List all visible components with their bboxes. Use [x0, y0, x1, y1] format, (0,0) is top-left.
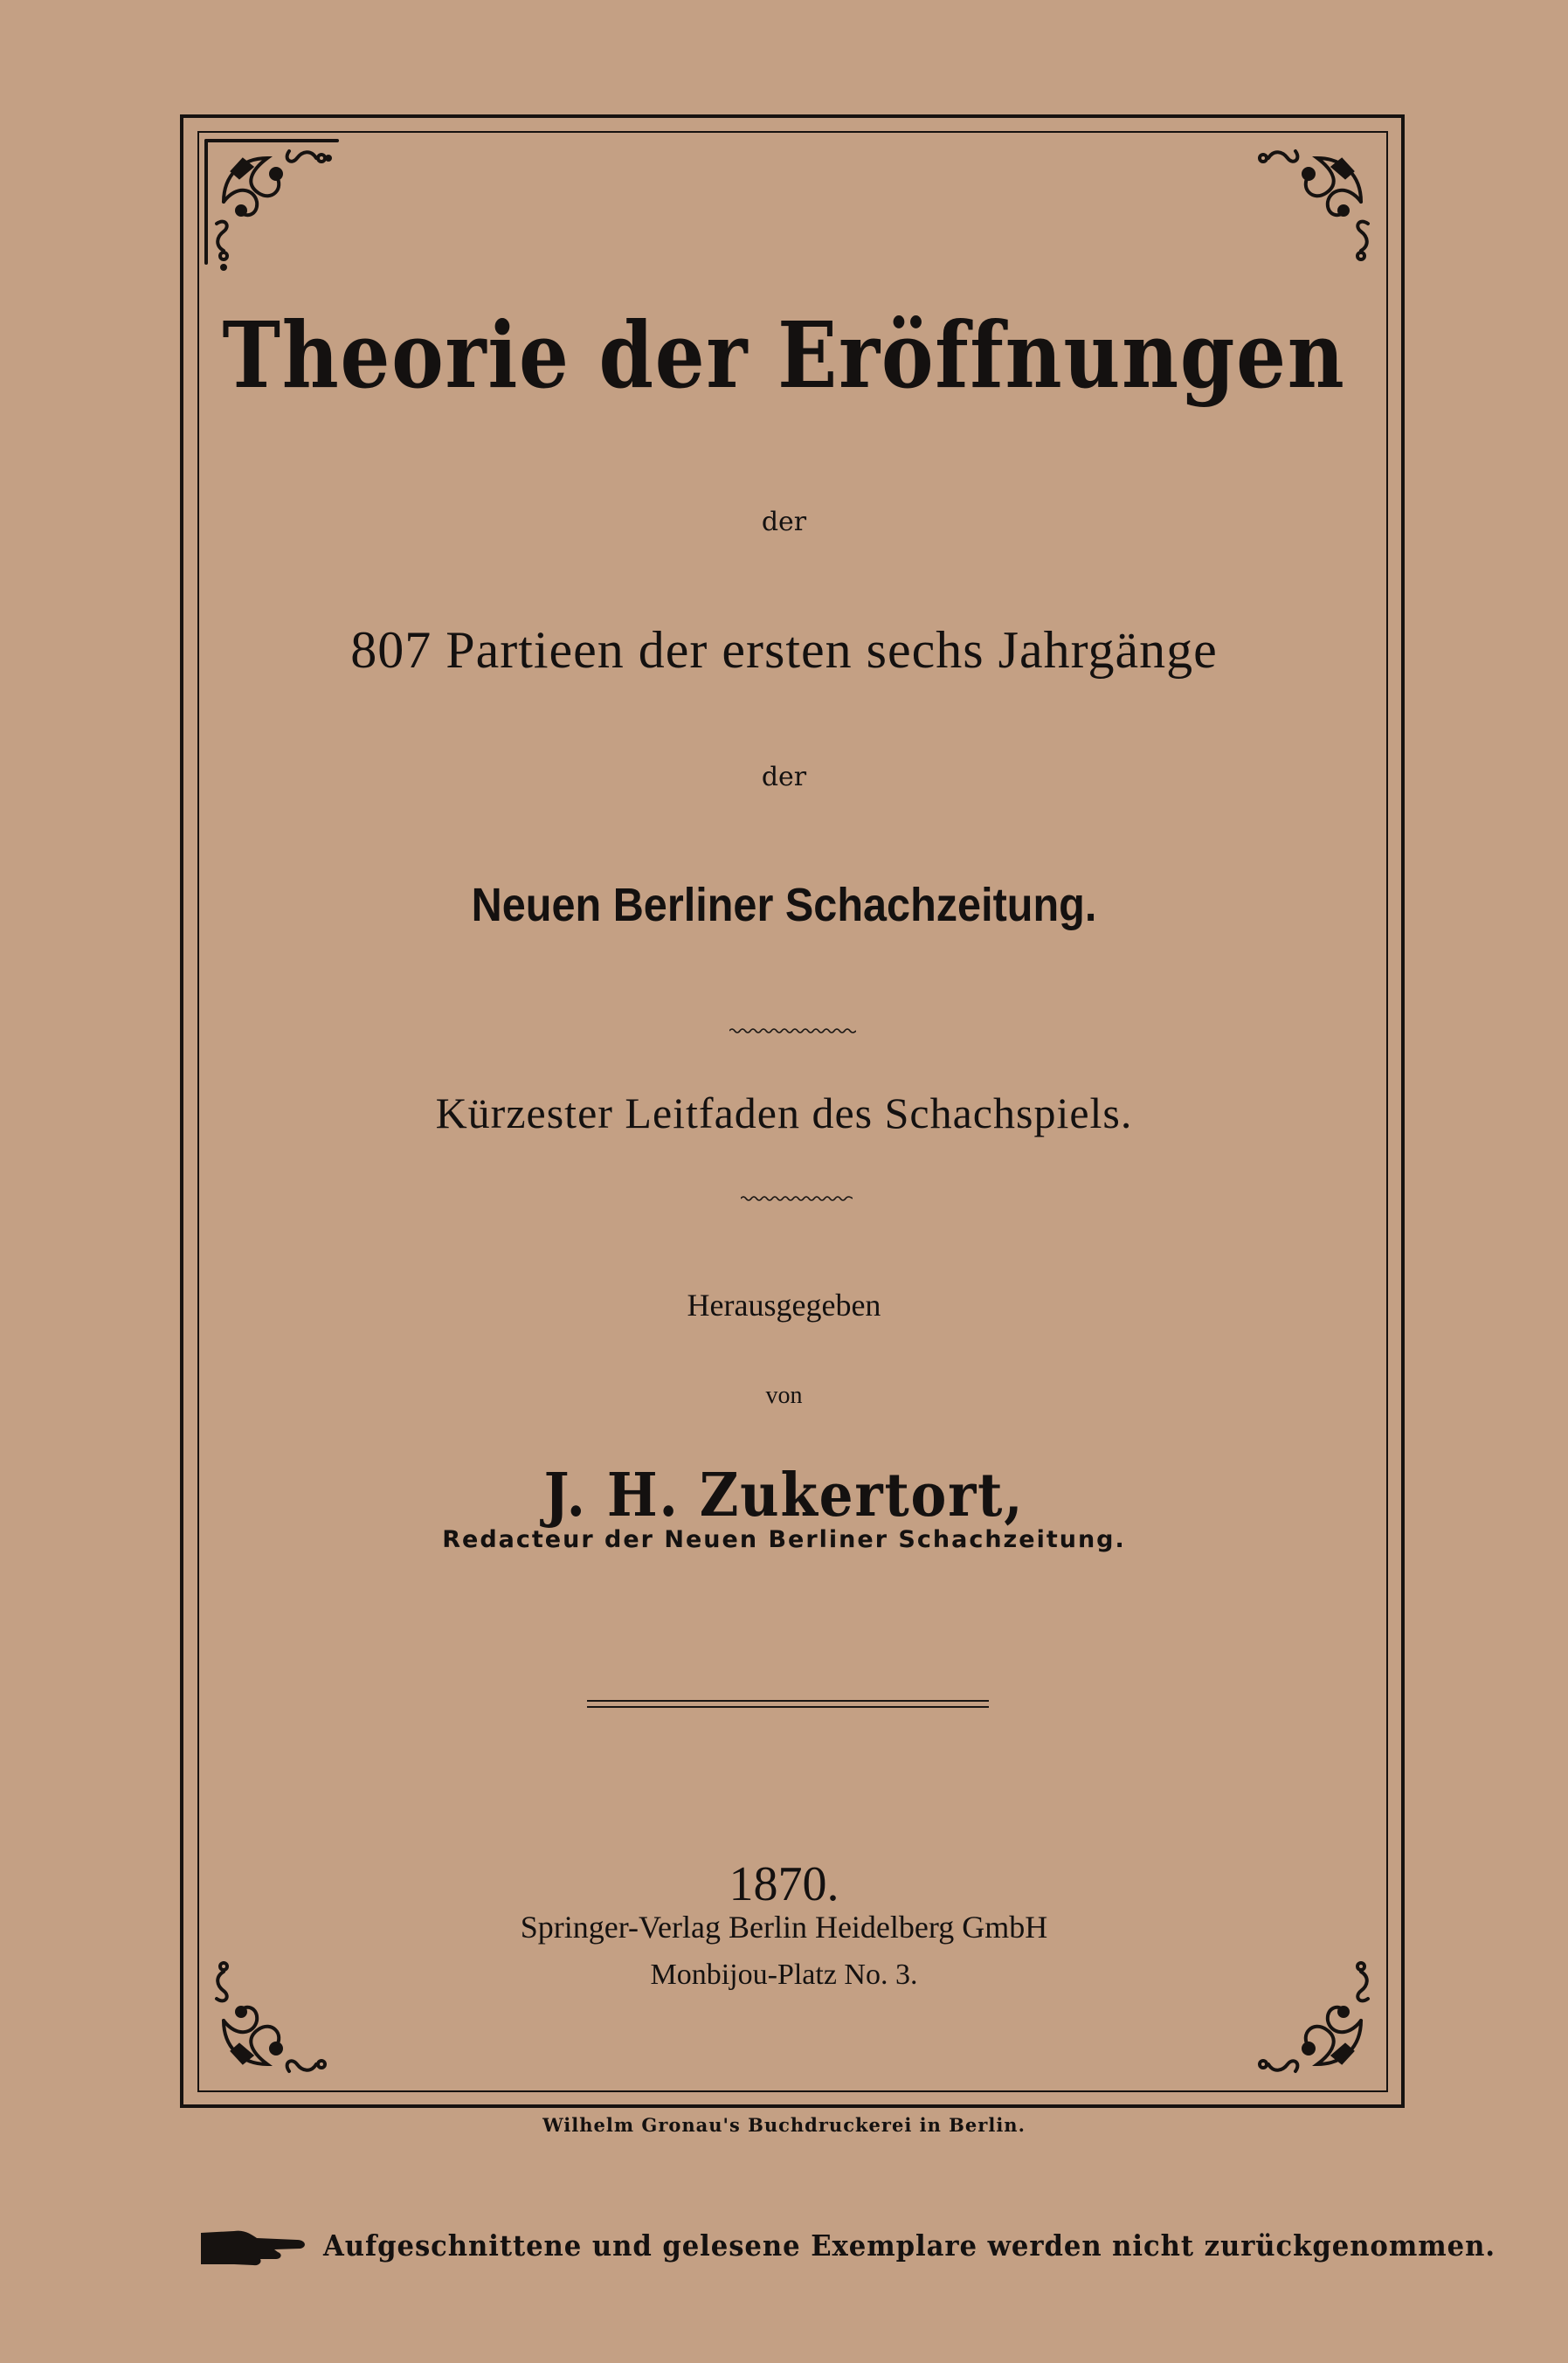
squiggle-divider [729, 1027, 856, 1034]
flourish-corner-icon [1221, 123, 1396, 298]
author-role: Redacteur der Neuen Berliner Schachzeitung. [442, 1526, 1126, 1553]
editor-by: von [765, 1382, 803, 1409]
pointing-hand-icon [199, 2226, 311, 2270]
guide-title: Kürzester Leitfaden des Schachspiels. [435, 1088, 1133, 1137]
flourish-corner-icon [1221, 1924, 1396, 2099]
return-notice [199, 2226, 1495, 2270]
connector-der-2: der [761, 762, 807, 792]
page-title: Theorie der Eröffnungen [222, 301, 1346, 409]
flourish-corner-icon [189, 1924, 363, 2099]
notice-text: Aufgeschnittene und gelesene Exemplare werden nicht zurückgenommen. [323, 2228, 1495, 2263]
double-rule-divider [587, 1700, 989, 1708]
editor-label: Herausgegeben [687, 1288, 881, 1323]
publisher-address: Monbijou-Platz No. 3. [650, 1959, 918, 1991]
publication-year: 1870. [729, 1857, 839, 1911]
author-name: J. H. Zukertort, [543, 1461, 1025, 1530]
subtitle: 807 Partieen der ersten sechs Jahrgänge [350, 621, 1218, 679]
squiggle-divider [741, 1195, 853, 1202]
flourish-corner-icon [189, 123, 363, 298]
connector-der-1: der [761, 507, 807, 537]
journal-name: Neuen Berliner Schachzeitung. [471, 879, 1097, 931]
publisher: Springer-Verlag Berlin Heidelberg GmbH [520, 1910, 1048, 1945]
printer-credit: Wilhelm Gronau's Buchdruckerei in Berlin. [542, 2114, 1026, 2136]
